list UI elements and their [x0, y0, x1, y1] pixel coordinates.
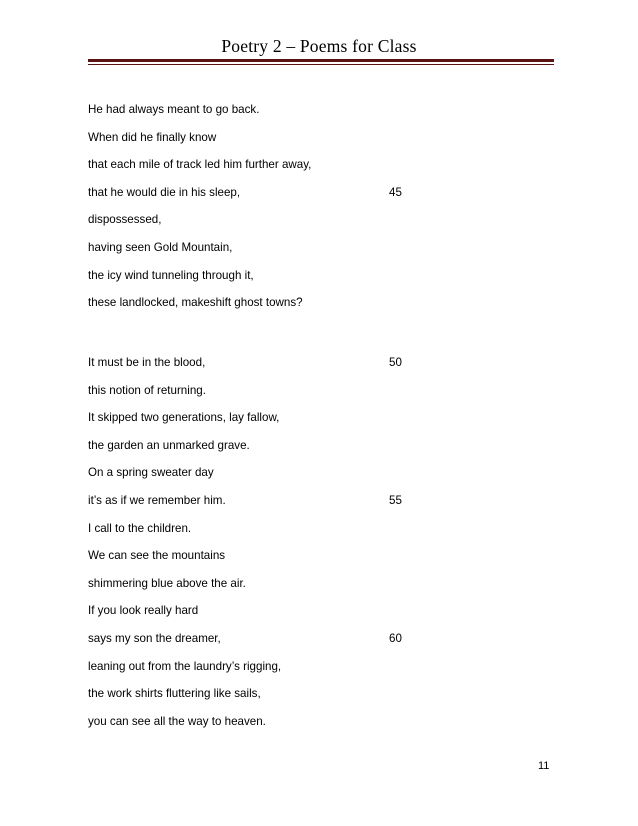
header-rule-thick: [88, 59, 554, 62]
poem-line-text: When did he finally know: [88, 130, 217, 144]
poem-line: [88, 603, 468, 631]
poem-line-text: says my son the dreamer,: [88, 631, 221, 645]
poem-line-text: having seen Gold Mountain,: [88, 240, 233, 254]
poem-line-text: you can see all the way to heaven.: [88, 714, 266, 728]
poem-line: [88, 548, 468, 576]
poem-line-text: I call to the children.: [88, 521, 192, 535]
poem-line-text: If you look really hard: [88, 604, 199, 618]
line-number: 55: [389, 493, 402, 507]
poem-line-text: that he would die in his sleep,: [88, 185, 241, 199]
poem-line-text: dispossessed,: [88, 213, 162, 227]
poem-line-text: On a spring sweater day: [88, 466, 214, 480]
poem-line: [88, 383, 468, 411]
line-number: 45: [389, 185, 402, 199]
poem-line: [88, 410, 468, 438]
poem-line: [88, 686, 468, 714]
poem-line: [88, 185, 468, 213]
poem-line-text: the work shirts fluttering like sails,: [88, 687, 261, 701]
poem-line: [88, 355, 468, 383]
poem-line: [88, 212, 468, 240]
poem-line: [88, 438, 468, 466]
poem-line: [88, 268, 468, 296]
header-rule-thin: [88, 64, 554, 65]
page-number: 11: [538, 760, 550, 772]
poem-line-text: these landlocked, makeshift ghost towns?: [88, 296, 303, 310]
poem-line: [88, 102, 468, 130]
poem-line-text: the garden an unmarked grave.: [88, 438, 250, 452]
line-number: 60: [389, 631, 402, 645]
poem-line-text: that each mile of track led him further away,: [88, 158, 312, 172]
poem-line: [88, 631, 468, 659]
stanza-1: [88, 102, 468, 323]
line-number: 50: [389, 356, 402, 369]
poem-line-text: He had always meant to go back.: [88, 103, 260, 116]
poem-line: [88, 493, 468, 521]
poem-line: [88, 295, 468, 323]
poem-line: [88, 130, 468, 158]
poem-line: [88, 659, 468, 687]
poem-line-text: It must be in the blood,: [88, 356, 206, 369]
poem-line: [88, 240, 468, 268]
poem-line: [88, 521, 468, 549]
page-header-title: Poetry 2 – Poems for Class: [221, 36, 417, 56]
poem-line-text: It skipped two generations, lay fallow,: [88, 411, 280, 425]
poem-line: [88, 576, 468, 604]
stanza-2: [88, 355, 468, 741]
poem-line-text: this notion of returning.: [88, 383, 206, 397]
poem-line: [88, 714, 468, 742]
poem-line: [88, 465, 468, 493]
poem-line-text: the icy wind tunneling through it,: [88, 268, 254, 282]
poem-line-text: leaning out from the laundry’s rigging,: [88, 659, 282, 673]
poem-line: [88, 157, 468, 185]
poem-line-text: shimmering blue above the air.: [88, 576, 246, 590]
poem-line-text: it’s as if we remember him.: [88, 493, 226, 507]
poem-line-text: We can see the mountains: [88, 549, 226, 563]
